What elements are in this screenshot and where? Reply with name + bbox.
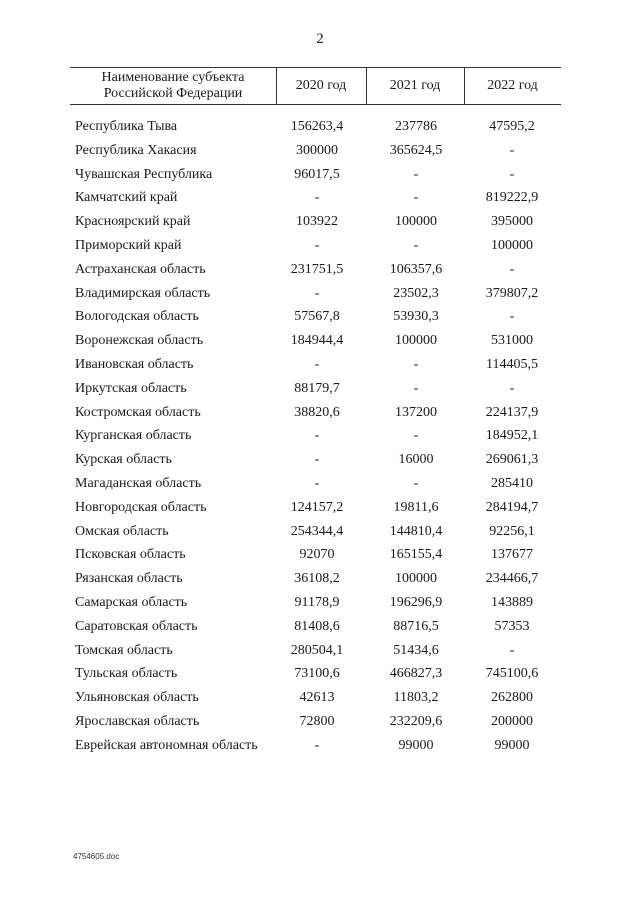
table-row bbox=[0, 642, 640, 666]
value-2022: 234466,7 bbox=[485, 571, 539, 587]
value-2022: - bbox=[509, 380, 515, 396]
value-2021: 232209,6 bbox=[389, 713, 443, 729]
value-2021: 16000 bbox=[398, 452, 434, 468]
value-2022: - bbox=[509, 142, 515, 158]
value-2022: - bbox=[509, 642, 515, 658]
table-row bbox=[0, 166, 640, 190]
table-row bbox=[0, 308, 640, 332]
table-row bbox=[0, 713, 640, 737]
value-2022: 57353 bbox=[494, 618, 530, 634]
region-name: Красноярский край bbox=[75, 214, 191, 230]
table-row bbox=[0, 689, 640, 713]
value-2021: 137200 bbox=[395, 404, 437, 420]
region-name: Чувашская Республика bbox=[75, 166, 213, 182]
value-2020: - bbox=[314, 737, 320, 753]
table-row bbox=[0, 142, 640, 166]
value-2022: 99000 bbox=[494, 737, 530, 753]
value-2020: - bbox=[314, 190, 320, 206]
table-row bbox=[0, 356, 640, 380]
table-row bbox=[0, 285, 640, 309]
value-2020: 124157,2 bbox=[290, 499, 344, 515]
value-2021: - bbox=[413, 166, 419, 182]
table-row bbox=[0, 594, 640, 618]
table-row bbox=[0, 665, 640, 689]
value-2021: 100000 bbox=[395, 214, 437, 230]
region-name: Рязанская область bbox=[75, 571, 183, 587]
region-name: Ульяновская область bbox=[75, 690, 199, 706]
value-2022: 114405,5 bbox=[486, 356, 538, 372]
value-2020: 42613 bbox=[299, 690, 335, 706]
value-2022: 184952,1 bbox=[485, 428, 539, 444]
value-2022: 92256,1 bbox=[489, 523, 535, 539]
table-row bbox=[0, 737, 640, 777]
value-2021: 51434,6 bbox=[393, 642, 439, 658]
region-name: Омская область bbox=[75, 523, 169, 539]
region-name: Ивановская область bbox=[75, 356, 194, 372]
value-2020: 36108,2 bbox=[294, 571, 340, 587]
table-row bbox=[0, 499, 640, 523]
table-row bbox=[0, 189, 640, 213]
header-2021: 2021 год bbox=[389, 78, 441, 93]
value-2022: 745100,6 bbox=[485, 666, 539, 682]
header-subject-name: Наименование субъекта Российской Федерации bbox=[101, 70, 245, 101]
value-2022: 531000 bbox=[491, 333, 533, 349]
value-2021: - bbox=[413, 237, 419, 253]
value-2022: 379807,2 bbox=[485, 285, 539, 301]
table-row bbox=[0, 261, 640, 285]
region-name: Иркутская область bbox=[75, 380, 187, 396]
region-name: Приморский край bbox=[75, 237, 182, 253]
value-2020: 280504,1 bbox=[290, 642, 344, 658]
value-2020: 72800 bbox=[299, 713, 335, 729]
region-name: Томская область bbox=[75, 642, 173, 658]
value-2022: 137677 bbox=[491, 547, 533, 563]
value-2020: - bbox=[314, 285, 320, 301]
value-2022: 269061,3 bbox=[485, 452, 539, 468]
value-2020: 231751,5 bbox=[290, 261, 344, 277]
region-name: Тульская область bbox=[75, 666, 178, 682]
region-name: Камчатский край bbox=[75, 190, 178, 206]
value-2020: 91178,9 bbox=[294, 594, 340, 610]
footer-file-name: 4754605.doc bbox=[73, 852, 120, 861]
value-2020: 103922 bbox=[296, 214, 338, 230]
region-name: Владимирская область bbox=[75, 285, 211, 301]
region-name: Костромская область bbox=[75, 404, 201, 420]
value-2022: 47595,2 bbox=[489, 119, 535, 134]
value-2020: 184944,4 bbox=[290, 333, 344, 349]
value-2022: - bbox=[509, 309, 515, 325]
table-row bbox=[0, 380, 640, 404]
value-2021: 466827,3 bbox=[389, 666, 443, 682]
value-2022: 262800 bbox=[491, 690, 533, 706]
value-2020: 300000 bbox=[296, 142, 338, 158]
value-2021: 23502,3 bbox=[393, 285, 439, 301]
header-2022: 2022 год bbox=[487, 78, 538, 93]
value-2021: 144810,4 bbox=[389, 523, 443, 539]
value-2020: 81408,6 bbox=[294, 618, 340, 634]
value-2021: 196296,9 bbox=[389, 594, 443, 610]
value-2021: 88716,5 bbox=[393, 618, 439, 634]
value-2022: 143889 bbox=[491, 594, 533, 610]
value-2022: - bbox=[509, 261, 515, 277]
region-name: Курская область bbox=[75, 452, 172, 468]
value-2021: 237786 bbox=[395, 119, 437, 134]
region-name: Республика Хакасия bbox=[75, 142, 197, 158]
table-row bbox=[0, 237, 640, 261]
table-row bbox=[0, 118, 640, 142]
table-row bbox=[0, 523, 640, 547]
region-name: Еврейская автономная область bbox=[75, 737, 258, 753]
value-2021: 365624,5 bbox=[389, 142, 443, 158]
value-2021: - bbox=[413, 356, 419, 372]
value-2020: 38820,6 bbox=[294, 404, 340, 420]
value-2022: 200000 bbox=[491, 713, 533, 729]
region-name: Астраханская область bbox=[75, 261, 206, 277]
value-2021: 19811,6 bbox=[393, 499, 439, 515]
page-number: 2 bbox=[316, 31, 324, 47]
value-2020: - bbox=[314, 475, 320, 491]
region-name: Самарская область bbox=[75, 594, 188, 610]
region-name: Ярославская область bbox=[75, 713, 200, 729]
value-2022: 285410 bbox=[491, 475, 533, 491]
region-name: Воронежская область bbox=[75, 333, 204, 349]
value-2021: 11803,2 bbox=[393, 690, 439, 706]
value-2022: 100000 bbox=[491, 237, 533, 253]
table-row bbox=[0, 546, 640, 570]
value-2021: 53930,3 bbox=[393, 309, 439, 325]
table-row bbox=[0, 427, 640, 451]
region-name: Псковская область bbox=[75, 547, 186, 563]
region-name: Вологодская область bbox=[75, 309, 199, 325]
value-2020: 96017,5 bbox=[294, 166, 340, 182]
value-2020: 156263,4 bbox=[290, 119, 344, 134]
value-2022: 819222,9 bbox=[485, 190, 539, 206]
value-2020: - bbox=[314, 356, 320, 372]
value-2022: - bbox=[509, 166, 515, 182]
value-2020: 73100,6 bbox=[294, 666, 340, 682]
value-2021: - bbox=[413, 190, 419, 206]
region-name: Курганская область bbox=[75, 428, 192, 444]
table-row bbox=[0, 404, 640, 428]
value-2022: 395000 bbox=[491, 214, 533, 230]
table-row bbox=[0, 570, 640, 594]
header-2020: 2020 год bbox=[295, 78, 347, 93]
value-2021: 100000 bbox=[395, 333, 437, 349]
value-2022: 284194,7 bbox=[485, 499, 539, 515]
value-2021: - bbox=[413, 380, 419, 396]
value-2021: 100000 bbox=[395, 571, 437, 587]
table-row bbox=[0, 618, 640, 642]
value-2020: 57567,8 bbox=[294, 309, 340, 325]
value-2020: 254344,4 bbox=[290, 523, 344, 539]
value-2020: - bbox=[314, 428, 320, 444]
region-name: Магаданская область bbox=[75, 475, 202, 491]
table-row bbox=[0, 451, 640, 475]
value-2021: 106357,6 bbox=[389, 261, 443, 277]
table-row bbox=[0, 475, 640, 499]
region-name: Республика Тыва bbox=[75, 119, 178, 134]
table-body bbox=[0, 118, 640, 777]
value-2020: - bbox=[314, 237, 320, 253]
value-2022: 224137,9 bbox=[485, 404, 539, 420]
value-2021: 99000 bbox=[398, 737, 434, 753]
value-2021: - bbox=[413, 475, 419, 491]
region-name: Саратовская область bbox=[75, 618, 198, 634]
value-2020: - bbox=[314, 452, 320, 468]
value-2020: 92070 bbox=[299, 547, 335, 563]
value-2020: 88179,7 bbox=[294, 380, 340, 396]
region-name: Новгородская область bbox=[75, 499, 207, 515]
value-2021: - bbox=[413, 428, 419, 444]
table-row bbox=[0, 213, 640, 237]
table-row bbox=[0, 332, 640, 356]
value-2021: 165155,4 bbox=[389, 547, 443, 563]
